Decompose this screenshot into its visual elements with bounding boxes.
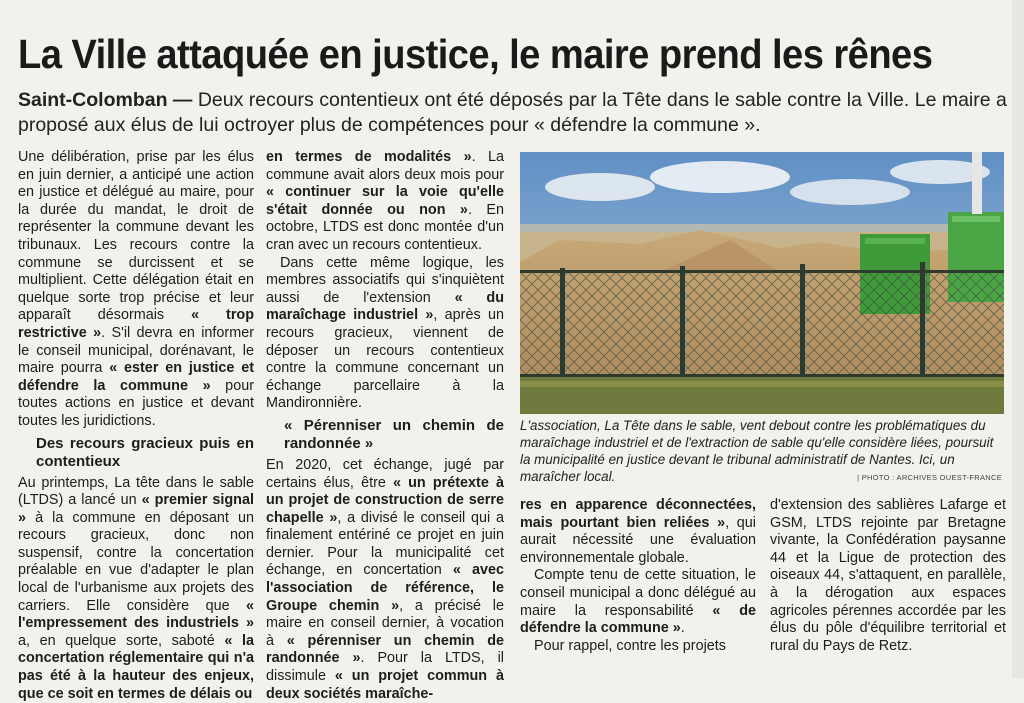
text: . xyxy=(681,620,685,636)
quote: « avec l'association de référence, le Groupe chemin » xyxy=(266,562,504,613)
text: . S'il devra en informer le conseil municipal, dorénavant, le maire pourra xyxy=(18,325,254,376)
text: Compte tenu de cette situation, le conseil municipal a donc délégué au maire la responsabilité xyxy=(520,567,756,618)
photo-credit: | PHOTO : ARCHIVES OUEST-FRANCE xyxy=(857,473,1002,482)
paragraph xyxy=(266,255,504,413)
quote: « du maraîchage industriel » xyxy=(266,290,504,324)
text: . Pour la LTDS, il dissimule xyxy=(266,650,504,684)
quote: « un projet commun à deux sociétés maraîche- xyxy=(266,668,504,702)
quote: « ester en justice et défendre la commune » xyxy=(18,360,254,394)
quote: « de défendre la commune » xyxy=(520,603,756,637)
photo-caption: L'association, La Tête dans le sable, vent debout contre les problématiques du maraîchage industriel et de l'extraction de sable qu'elle considère liées, poursuit la municipalité en justice devant le tribunal administratif de Nantes. Ici, un maraîcher local. xyxy=(520,417,1004,485)
text: , a divisé le conseil qui a finalement entériné ce projet en juin dernier. Pour la municipalité cet échange, en concertation xyxy=(266,510,504,579)
article-photo xyxy=(520,152,1004,414)
article-column-4 xyxy=(770,497,1006,655)
subheading: « Pérenniser un chemin de randonnée » xyxy=(284,417,504,453)
headline: La Ville attaquée en justice, le maire prend les rênes xyxy=(18,32,932,76)
text: . En octobre, LTDS est donc montée d'un cran avec un recours contentieux. xyxy=(266,202,504,253)
text: a, en quelque sorte, saboté xyxy=(18,633,224,649)
article-column-3 xyxy=(520,497,756,655)
standfirst-location: Saint-Colomban — xyxy=(18,89,192,111)
text: Cette délégation était en quelque sorte trop précise et leur apparaît désormais xyxy=(18,272,254,323)
text: pour toutes actions en justice et devant toutes les juridictions. xyxy=(18,378,254,429)
quote: en termes de modalités » xyxy=(266,149,472,165)
quote: « pérenniser un chemin de randonnée » xyxy=(266,633,504,667)
field-fence-photo xyxy=(520,152,1004,414)
page-edge xyxy=(1012,0,1024,678)
text: . La commune avait alors deux mois pour xyxy=(266,149,504,183)
quote: « premier signal » xyxy=(18,492,254,526)
article-column-1 xyxy=(18,149,254,703)
text: Au printemps, La tête dans le sable (LTDS) a lancé un xyxy=(18,475,254,509)
paragraph xyxy=(266,457,504,703)
paragraph xyxy=(520,567,756,637)
paragraph xyxy=(18,149,254,431)
standfirst xyxy=(18,88,1008,138)
text: Dans cette même logique, les membres associatifs qui s'inquiètent aussi de l'extension xyxy=(266,255,504,306)
paragraph xyxy=(520,497,756,567)
text: , qui aurait nécessité une évaluation environnementale globale. xyxy=(520,515,756,566)
text: à la commune en déposant un recours gracieux, donc non suspensif, contre la concertation préalable en vue d'adapter le plan local de l'urbanisme aux projets des carriers. Elle considère que xyxy=(18,510,254,614)
quote: « trop restrictive » xyxy=(18,307,254,341)
text: En 2020, cet échange, jugé par certains élus, être xyxy=(266,457,504,491)
text: , a précisé le maire en conseil dernier, à vocation à xyxy=(266,598,504,649)
quote: « la concertation réglementaire qui n'a pas été à la hauteur des enjeux, que ce soit en termes de délais ou xyxy=(18,633,254,702)
quote: « l'empressement des industriels » xyxy=(18,598,254,632)
standfirst-text: Deux recours contentieux ont été déposés par la Tête dans le sable contre la Ville. Le maire a proposé aux élus de lui octroyer plus de compétences pour « défendre la commune ». xyxy=(18,89,1007,136)
paragraph: Pour rappel, contre les projets xyxy=(520,638,756,656)
quote: « un prétexte à un projet de construction de serre chapelle » xyxy=(266,475,504,526)
text: , après un recours gracieux, viennent de déposer un recours contentieux contre la commune concernant un échange parcellaire à la Mandironnière. xyxy=(266,307,504,411)
paragraph xyxy=(18,475,254,703)
quote: res en apparence déconnectées, mais pourtant bien reliées » xyxy=(520,497,756,531)
quote: « continuer sur la voie qu'elle s'était donnée ou non » xyxy=(266,184,504,218)
subheading: Des recours gracieux puis en contentieux xyxy=(36,435,254,471)
article-column-2 xyxy=(266,149,504,703)
paragraph: d'extension des sablières Lafarge et GSM, LTDS rejointe par Bretagne vivante, la Confédération paysanne 44 et la Ligue de protection des oiseaux 44, s'attaquent, en parallèle, à la dérogation aux espaces agricoles pérennes accordée par les élus du pôle d'équilibre territorial et rural du Pays de Retz. xyxy=(770,497,1006,655)
text: Une délibération, prise par les élus en juin dernier, a anticipé une action en justice et délégué au maire, pour la durée du mandat, le droit de représenter la commune devant les tribunaux. Les recours contre la commune se durcissent et se multiplient. xyxy=(18,149,254,288)
paragraph xyxy=(266,149,504,255)
